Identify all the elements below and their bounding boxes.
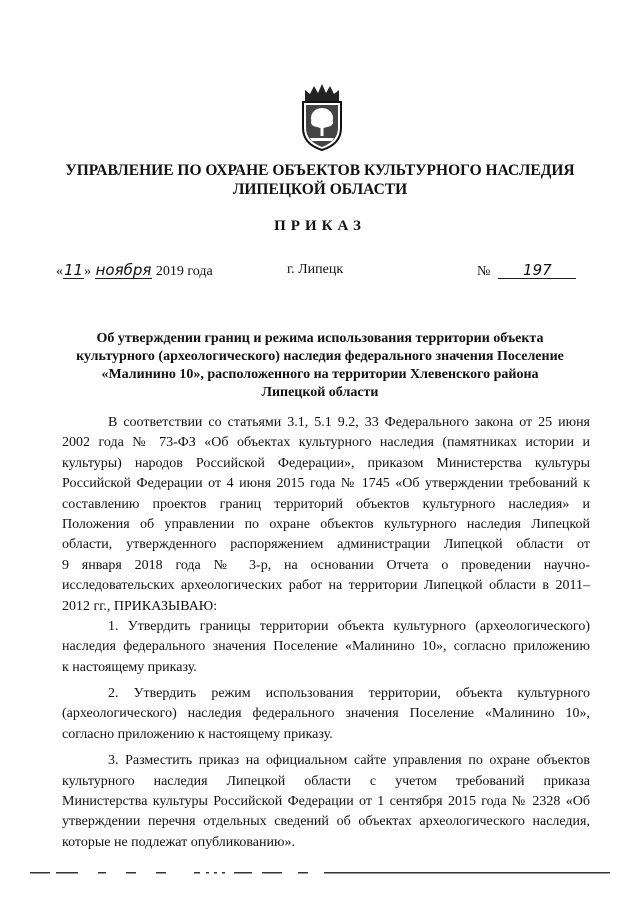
item-2-line: согласно приложению к настоящему приказу. xyxy=(62,726,333,742)
document-number xyxy=(477,262,576,280)
preamble-line: составлению проектов границ территорий объектов культурного наследия» и xyxy=(62,496,590,512)
document-meta-row xyxy=(0,262,640,284)
preamble-line: Положения об управлении по охране объектов культурного наследия Липецкой xyxy=(62,516,590,532)
document-date xyxy=(56,262,213,280)
item-3-line: 3. Разместить приказ на официальном сайте управления по охране объектов xyxy=(108,753,590,769)
preamble-line: области, утвержденного распоряжением администрации Липецкой области от xyxy=(62,537,590,553)
agency-name-line1: УПРАВЛЕНИЕ ПО ОХРАНЕ ОБЪЕКТОВ КУЛЬТУРНОГО НАСЛЕДИЯ xyxy=(65,162,575,179)
document-type-title: ПРИКАЗ xyxy=(274,218,366,234)
preamble-line: культуры) народов Российской Федерации», приказом Министерства культуры xyxy=(62,455,590,471)
item-1-line: наследия федерального значения Поселение «Малинино 10», согласно приложению xyxy=(62,639,590,655)
scan-footer-marks xyxy=(30,870,610,876)
date-month: ноября xyxy=(95,261,152,279)
document-city: г. Липецк xyxy=(287,262,344,277)
date-quote-close: » xyxy=(84,264,92,279)
item-3-line: культурного наследия Липецкой области с учетом требований приказа xyxy=(62,773,590,789)
subject-line: «Малинино 10», расположенного на территории Хлевенского района xyxy=(101,367,539,382)
item-3-line: которые не подлежат опубликованию». xyxy=(62,834,295,850)
item-3-line: утверждении перечня отдельных сведений об объектах археологического наследия, xyxy=(62,814,590,830)
preamble-line: 9 января 2018 года № 3-р, на основании Отчета о проведении научно- xyxy=(62,557,590,573)
subject-line: культурного (археологического) наследия федерального значения Поселение xyxy=(76,349,564,364)
agency-name-line2: ЛИПЕЦКОЙ ОБЛАСТИ xyxy=(232,181,408,198)
item-2-line: 2. Утвердить режим использования территории, объекта культурного xyxy=(108,686,590,702)
document-body xyxy=(62,413,590,853)
document-subject xyxy=(62,330,578,402)
item-1-line: к настоящему приказу. xyxy=(62,659,197,675)
number-label: № xyxy=(477,264,491,279)
date-day: 11 xyxy=(64,261,84,279)
lipetsk-coat-of-arms-icon xyxy=(297,82,347,152)
item-2-line: (археологического) наследия федерального значения Поселение «Малинино 10», xyxy=(62,706,590,722)
date-quote-open: « xyxy=(56,264,63,279)
preamble-line: 2002 года № 73-ФЗ «Об объектах культурного наследия (памятниках истории и xyxy=(62,435,590,451)
preamble-line: Российской Федерации от 4 июня 2015 года № 1745 «Об утверждении требований к xyxy=(62,476,590,492)
number-value: 197 xyxy=(498,262,576,279)
preamble-line: 2012 гг., ПРИКАЗЫВАЮ: xyxy=(62,598,218,614)
date-year: 2019 года xyxy=(155,264,213,279)
subject-line: Об утверждении границ и режима использования территории объекта xyxy=(96,331,544,346)
preamble-line: исследовательских археологических работ на территории Липецкой области в 2011– xyxy=(62,578,590,594)
subject-line: Липецкой области xyxy=(261,385,379,400)
preamble-line: В соответствии со статьями 3.1, 5.1 9.2, 33 Федерального закона от 25 июня xyxy=(108,415,590,430)
item-1-line: 1. Утвердить границы территории объекта культурного (археологического) xyxy=(108,618,590,634)
item-3-line: Министерства культуры Российской Федерации от 1 сентября 2015 года № 2328 «Об xyxy=(62,794,590,810)
